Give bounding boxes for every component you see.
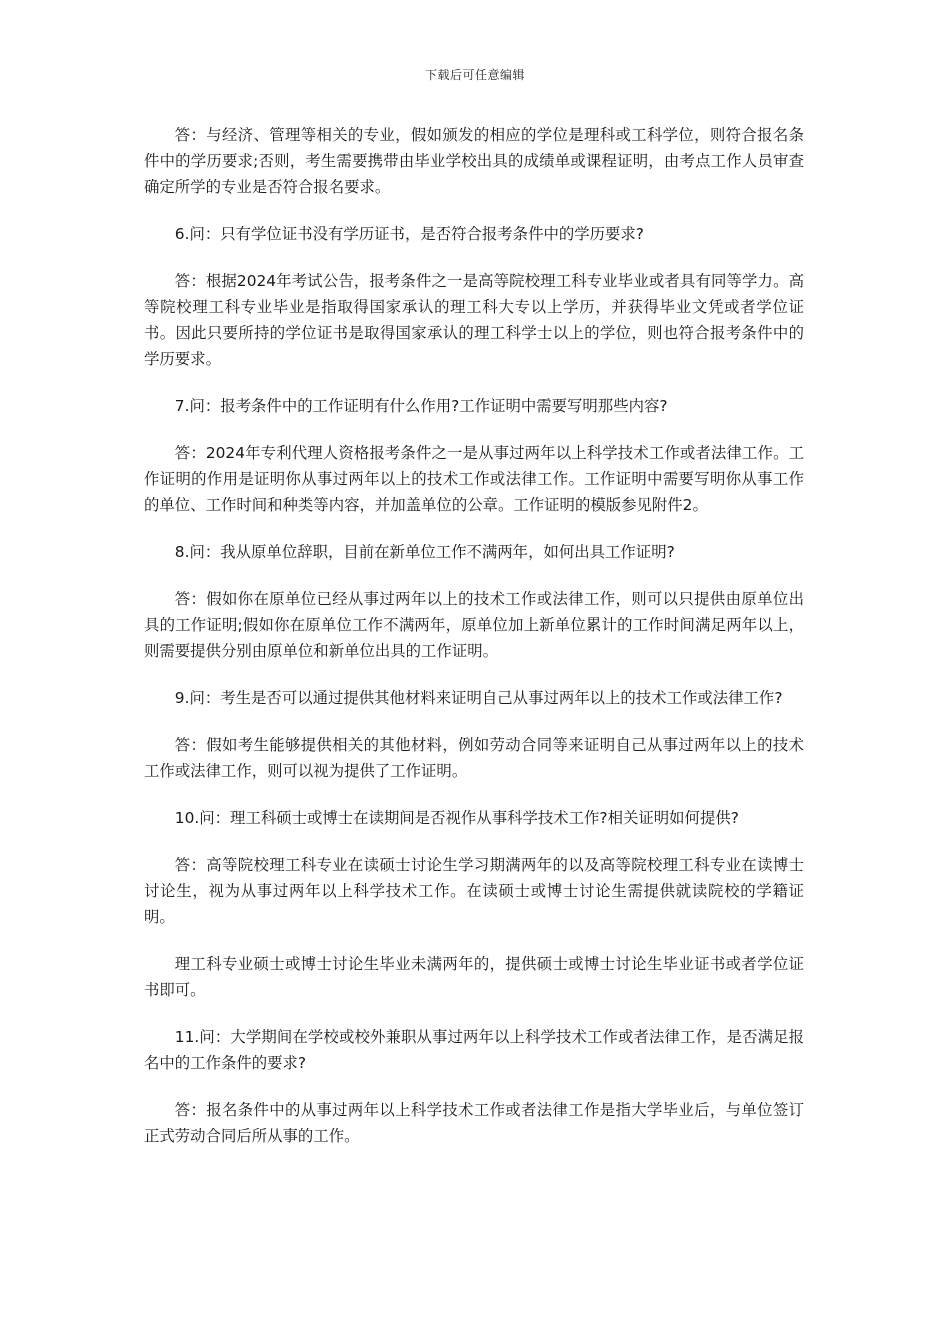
answer-10-continued: 理工科专业硕士或博士讨论生毕业未满两年的，提供硕士或博士讨论生毕业证书或者学位证书即可。	[144, 955, 804, 999]
answer-7: 答：2024年专利代理人资格报考条件之一是从事过两年以上科学技术工作或者法律工作。工作证明的作用是证明你从事过两年以上的技术工作或法律工作。工作证明中需要写明你从事工作的单位、工作时间和种类等内容，并加盖单位的公章。工作证明的模版参见附件2。	[144, 444, 804, 514]
answer-6: 答：根据2024年考试公告，报考条件之一是高等院校理工科专业毕业或者具有同等学力。高等院校理工科专业毕业是指取得国家承认的理工科大专以上学历，并获得毕业文凭或者学位证书。因此只要所持的学位证书是取得国家承认的理工科学士以上的学位，则也符合报考条件中的学历要求。	[144, 272, 804, 368]
answer-10: 答：高等院校理工科专业在读硕士讨论生学习期满两年的以及高等院校理工科专业在读博士讨论生，视为从事过两年以上科学技术工作。在读硕士或博士讨论生需提供就读院校的学籍证明。	[144, 856, 804, 926]
question-8: 8.问：我从原单位辞职，目前在新单位工作不满两年，如何出具工作证明?	[174, 543, 675, 561]
question-6: 6.问：只有学位证书没有学历证书，是否符合报考条件中的学历要求?	[174, 225, 644, 243]
document-body	[144, 122, 804, 1170]
answer-11: 答：报名条件中的从事过两年以上科学技术工作或者法律工作是指大学毕业后，与单位签订正式劳动合同后所从事的工作。	[144, 1101, 804, 1145]
question-7: 7.问：报考条件中的工作证明有什么作用?工作证明中需要写明那些内容?	[174, 397, 668, 415]
question-11: 11.问：大学期间在学校或校外兼职从事过两年以上科学技术工作或者法律工作，是否满足报名中的工作条件的要求?	[144, 1028, 804, 1072]
question-9: 9.问：考生是否可以通过提供其他材料来证明自己从事过两年以上的技术工作或法律工作?	[174, 689, 783, 707]
answer-9: 答：假如考生能够提供相关的其他材料，例如劳动合同等来证明自己从事过两年以上的技术工作或法律工作，则可以视为提供了工作证明。	[144, 736, 804, 780]
answer-paragraph: 答：与经济、管理等相关的专业，假如颁发的相应的学位是理科或工科学位，则符合报名条件中的学历要求;否则，考生需要携带由毕业学校出具的成绩单或课程证明，由考点工作人员审查确定所学的专业是否符合报名要求。	[144, 126, 804, 196]
question-10: 10.问：理工科硕士或博士在读期间是否视作从事科学技术工作?相关证明如何提供?	[174, 809, 739, 827]
answer-8: 答：假如你在原单位已经从事过两年以上的技术工作或法律工作，则可以只提供由原单位出具的工作证明;假如你在原单位工作不满两年，原单位加上新单位累计的工作时间满足两年以上，则需要提供分别由原单位和新单位出具的工作证明。	[144, 590, 804, 660]
page-header: 下载后可任意编辑	[424, 68, 525, 82]
